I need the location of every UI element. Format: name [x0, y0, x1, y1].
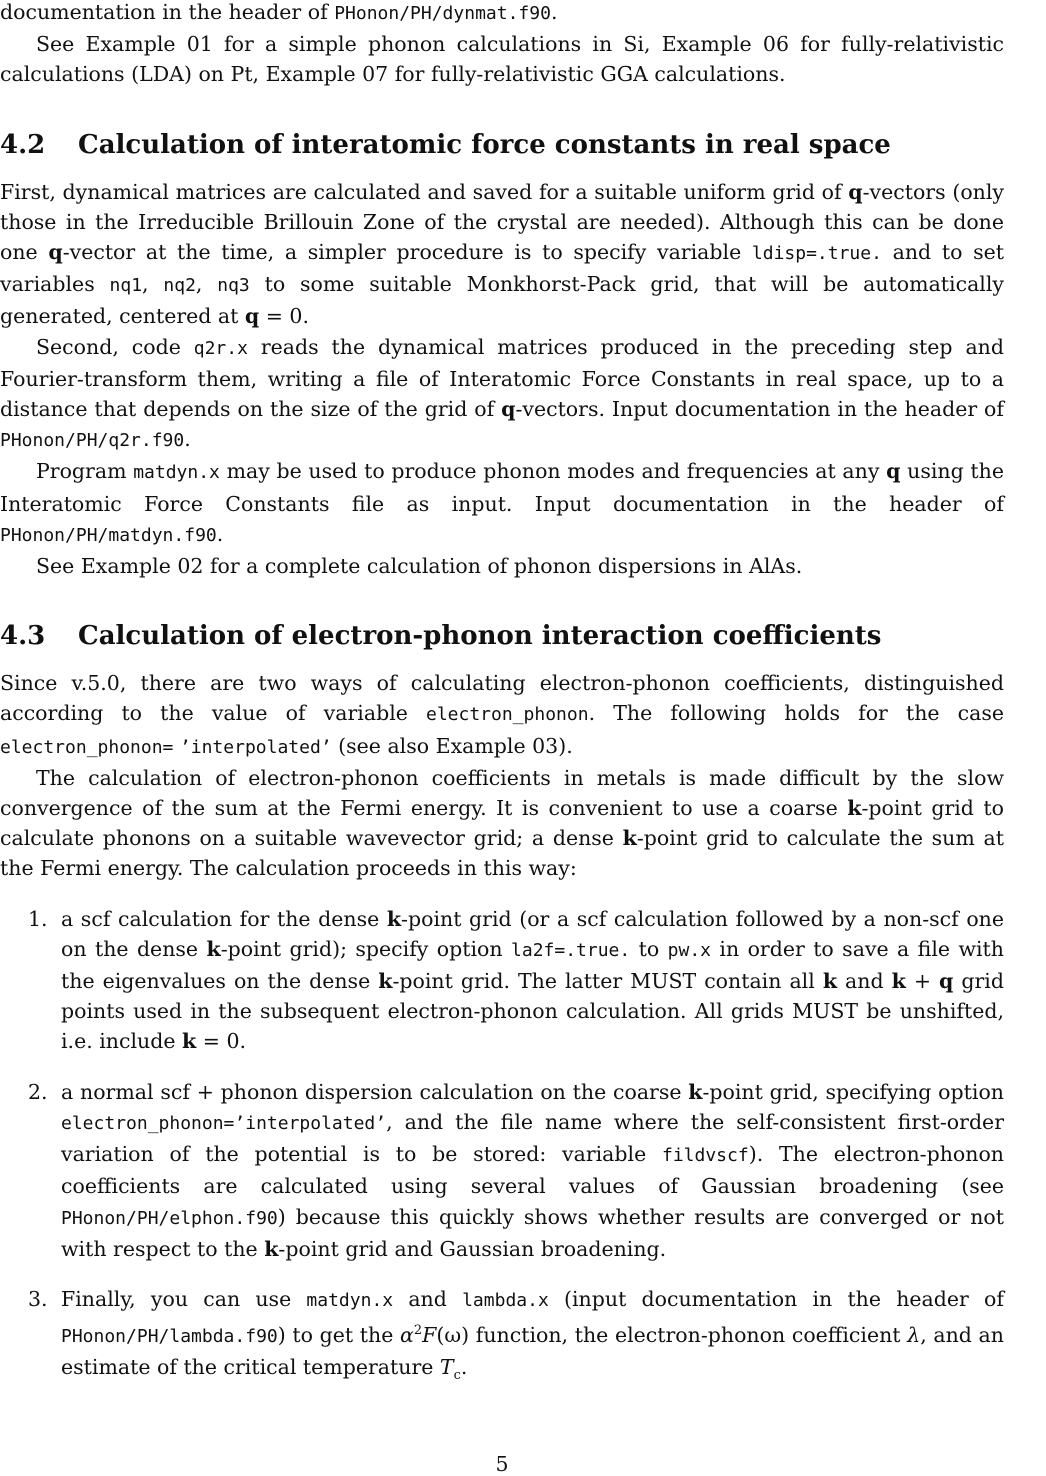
list-item: 2. a normal scf + phonon dispersion calculation on the coarse k-point grid, specifying option electron_phonon=’interpolated’, and the file name where the self-consistent first-order variation of the potential is to be stored: variable fildvscf). The electron-phonon coefficients are calculated using several values of Gaussian broadening (see PHonon/PH/elphon.f90) because this quickly shows whether results are converged or not with respect to the k-point grid and Gaussian broadening.: [0, 1077, 1004, 1264]
code-nq3: nq3: [217, 275, 250, 297]
code-electron-phonon-interpolated: electron_phonon=’interpolated’: [61, 1112, 387, 1134]
code-electron-phonon-eq: electron_phonon=: [0, 736, 174, 758]
paragraph-examples: See Example 01 for a simple phonon calculations in Si, Example 06 for fully-relativistic calculations (LDA) on Pt, Example 07 for fully-relativistic GGA calculations.: [0, 32, 1004, 87]
code-fildvscf: fildvscf: [662, 1145, 749, 1167]
code-lambda-x: lambda.x: [462, 1289, 549, 1311]
section-number: 4.3: [0, 621, 46, 652]
section-number: 4.2: [0, 129, 46, 160]
code-elphon-file: PHonon/PH/elphon.f90: [61, 1207, 278, 1229]
list-marker: 1.: [28, 906, 48, 931]
code-electron-phonon: electron_phonon: [426, 704, 589, 726]
code-nq2: nq2: [163, 275, 196, 297]
code-matdyn-file: PHonon/PH/matdyn.f90: [0, 524, 217, 546]
code-la2f: la2f=.true.: [511, 939, 631, 961]
code-q2r-file: PHonon/PH/q2r.f90: [0, 430, 185, 452]
paragraph-4-2-4: See Example 02 for a complete calculation of phonon dispersions in AlAs.: [36, 554, 803, 579]
code-dynmat: PHonon/PH/dynmat.f90: [334, 3, 551, 24]
paragraph-top: documentation in the header of PHonon/PH/dynmat.f90.: [0, 0, 558, 24]
section-4-2-heading: [0, 128, 1004, 162]
code-matdyn-x: matdyn.x: [306, 1289, 394, 1311]
code-lambda-file: PHonon/PH/lambda.f90: [61, 1325, 278, 1347]
procedure-list: [0, 904, 1004, 1392]
section-title: Calculation of electron-phonon interaction coefficients: [78, 621, 882, 652]
section-4-3-heading: [0, 619, 1004, 653]
list-marker: 3.: [28, 1286, 48, 1311]
list-item: 3. Finally, you can use matdyn.x and lambda.x (input documentation in the header of PHonon/PH/lambda.f90) to get the $\alpha^2F(\omega)$ function, the electron-phonon coefficient λ, and an estimate of the critical temperature $T_c$.: [0, 1284, 1004, 1392]
section-title: Calculation of interatomic force constants in real space: [78, 129, 891, 160]
paragraph-4-2-1: First, dynamical matrices are calculated and saved for a suitable uniform grid of q-vectors (only those in the Irreducible Brillouin Zone of the crystal are needed). Although this can be done one q-vector at the time, a simpler procedure is to specify variable ldisp=.true. and to set variables nq1, nq2, nq3 to some suitable Monkhorst-Pack grid, that will be automatically generated, centered at q = 0.: [0, 179, 1005, 329]
code-nq1: nq1: [109, 275, 143, 297]
list-marker: 2.: [28, 1079, 48, 1104]
code-interpolated: ’interpolated’: [179, 736, 332, 758]
list-item: 1. a scf calculation for the dense k-point grid (or a scf calculation followed by a non-scf one on the dense k-point grid); specify option la2f=.true. to pw.x in order to save a file with the eigenvalues on the dense k-point grid. The latter MUST contain all k and k + q grid points used in the subsequent electron-phonon calculation. All grids MUST be unshifted, i.e. include k = 0.: [0, 904, 1004, 1057]
code-pw: pw.x: [667, 939, 711, 961]
paragraph-4-2-2: Second, code q2r.x reads the dynamical matrices produced in the preceding step and Fourier-transform them, writing a file of Interatomic Force Constants in real space, up to a distance that depends on the size of the grid of q-vectors. Input documentation in the header of PHonon/PH/q2r.f90.: [0, 334, 1004, 452]
page-number: 5: [495, 1452, 509, 1476]
paragraph-4-2-3: Program matdyn.x may be used to produce phonon modes and frequencies at any q using the Interatomic Force Constants file as input. Input documentation in the header of PHonon/PH/matdyn.f90.: [0, 459, 1004, 546]
code-q2r: q2r.x: [193, 337, 248, 359]
code-ldisp: ldisp=.true.: [751, 243, 882, 265]
code-matdyn: matdyn.x: [133, 462, 220, 484]
paragraph-4-3-1: Since v.5.0, there are two ways of calculating electron-phonon coefficients, distinguished according to the value of variable electron_phonon. The following holds for the case electron_phonon= ’interpolated’ (see also Example 03).: [0, 671, 1004, 758]
paragraph-4-3-2: The calculation of electron-phonon coefficients in metals is made difficult by the slow convergence of the sum at the Fermi energy. It is convenient to use a coarse k-point grid to calculate phonons on a suitable wavevector grid; a dense k-point grid to calculate the sum at the Fermi energy. The calculation proceeds in this way:: [0, 765, 1005, 881]
